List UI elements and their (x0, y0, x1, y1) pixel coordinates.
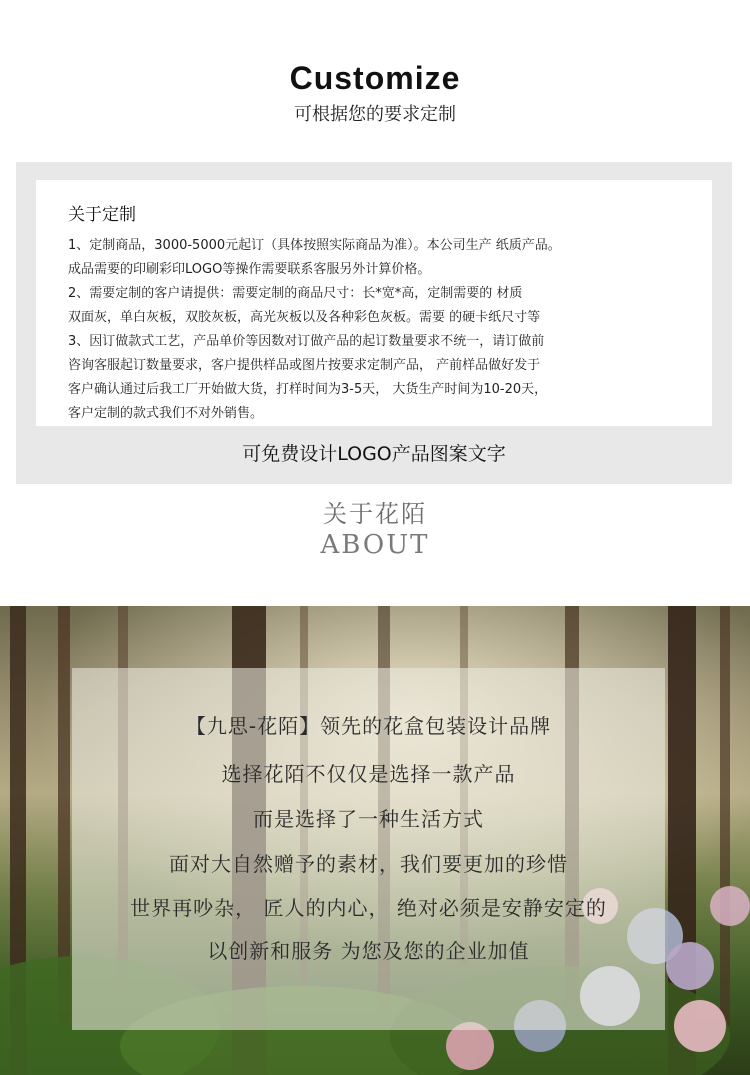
about-title-cn: 关于花陌 (323, 500, 427, 528)
customization-line: 成品需要的印刷彩印LOGO等操作需要联系客服另外计算价格。 (68, 262, 431, 277)
customization-line: 双面灰，单白灰板，双胶灰板，高光灰板以及各种彩色灰板。需要 的硬卡纸尺寸等 (68, 310, 541, 325)
customization-line: 咨询客服起订数量要求，客户提供样品或图片按要求定制产品， 产前样品做好发于 (68, 358, 541, 373)
brand-line: 世界再吵杂， 匠人的内心， 绝对必须是安静安定的 (130, 896, 607, 920)
customization-line: 3、因订做款式工艺，产品单价等因数对订做产品的起订数量要求不统一，请订做前 (68, 334, 545, 349)
customization-heading: 关于定制 (68, 205, 136, 225)
brand-line: 【九思-花陌】领先的花盒包装设计品牌 (185, 714, 552, 738)
customization-line: 客户确认通过后我工厂开始做大货，打样时间为3-5天， 大货生产时间为10-20天， (68, 382, 548, 397)
customization-lines (68, 234, 708, 426)
customization-card (36, 180, 712, 426)
customize-header (0, 58, 750, 128)
brand-line: 以创新和服务 为您及您的企业加值 (207, 939, 530, 963)
customization-line: 1、定制商品，3000-5000元起订（具体按照实际商品为准）。本公司生产 纸质产品。 (68, 238, 561, 253)
brand-text-overlay (72, 668, 665, 1030)
customization-line: 2、需要定制的客户请提供：需要定制的商品尺寸：长*宽*高，定制需要的 材质 (68, 286, 523, 301)
customization-line: 客户定制的款式我们不对外销售。 (68, 406, 264, 421)
page-subtitle: 可根据您的要求定制 (294, 104, 456, 125)
brand-line: 选择花陌不仅仅是选择一款产品 (221, 762, 516, 786)
brand-line: 面对大自然赠予的素材，我们要更加的珍惜 (169, 852, 568, 876)
brand-line: 而是选择了一种生活方式 (253, 807, 484, 831)
free-design-note: 可免费设计LOGO产品图案文字 (242, 443, 506, 465)
customization-panel (16, 162, 732, 484)
about-section-title (0, 498, 750, 560)
forest-banner (0, 606, 750, 1075)
page-title: Customize (289, 60, 461, 96)
about-title-en: ABOUT (320, 530, 430, 560)
